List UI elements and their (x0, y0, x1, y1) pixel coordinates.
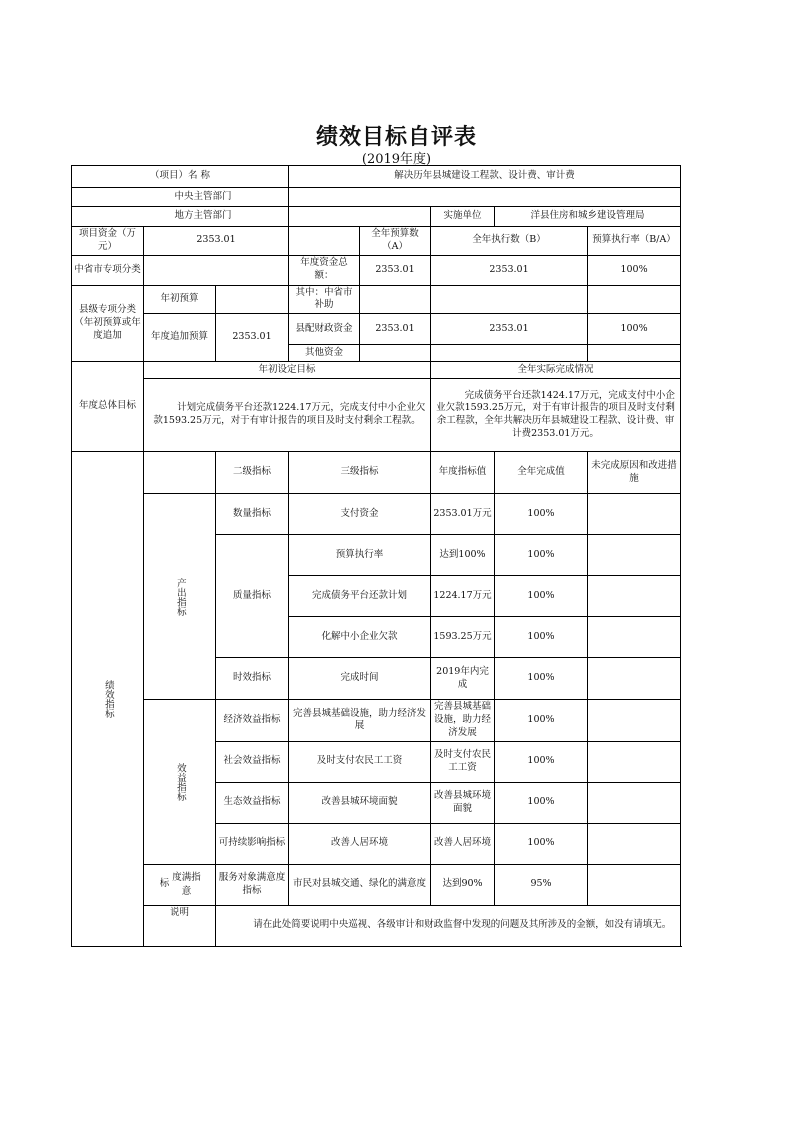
of-which-rate (588, 285, 681, 314)
level3-header: 三级指标 (289, 452, 431, 494)
indicator-level3: 完成时间 (289, 658, 431, 700)
county-fund-exec: 2353.01 (431, 314, 588, 345)
indicator-level3: 化解中小企业欠款 (289, 617, 431, 658)
full-year-exec-label: 全年执行数（B） (431, 227, 588, 256)
indicator-value: 1224.17万元 (431, 576, 495, 617)
exec-rate-label: 预算执行率（B/A） (588, 227, 681, 256)
other-fund-rate (588, 345, 681, 362)
indicator-level3: 支付资金 (289, 494, 431, 535)
indicator-level3: 及时支付农民工工资 (289, 741, 431, 782)
annual-add-value: 2353.01 (216, 314, 289, 362)
indicator-value: 2019年内完成 (431, 658, 495, 700)
project-name-value: 解决历年县城建设工程款、设计费、审计费 (289, 166, 681, 188)
central-special-label: 中省市专项分类 (72, 255, 144, 285)
indicator-level3: 预算执行率 (289, 535, 431, 576)
initial-budget-value (216, 285, 289, 314)
indicator-done: 100% (495, 658, 588, 700)
indicator-value: 达到100% (431, 535, 495, 576)
annual-value-header: 年度指标值 (431, 452, 495, 494)
indicator-done: 100% (495, 782, 588, 823)
level1-header-blank (144, 452, 216, 494)
other-fund-label: 其他资金 (289, 345, 360, 362)
other-fund-exec (431, 345, 588, 362)
of-which-label: 其中：中省市补助 (289, 285, 360, 314)
other-fund-budget (360, 345, 431, 362)
perf-indicator-label: 绩效指标 (72, 452, 144, 946)
indicator-done: 100% (495, 535, 588, 576)
central-special-value (144, 255, 289, 285)
indicator-value: 改善人居环境 (431, 823, 495, 864)
indicator-level2: 社会效益指标 (216, 741, 289, 782)
indicator-level3: 完善县城基础设施，助力经济发展 (289, 700, 431, 741)
indicator-done: 100% (495, 823, 588, 864)
indicator-level2: 时效指标 (216, 658, 289, 700)
indicator-done: 100% (495, 741, 588, 782)
local-dept-value (289, 207, 431, 227)
indicator-reason (588, 658, 681, 700)
satisfaction-label (144, 864, 216, 905)
annual-add-label: 年度追加预算 (144, 314, 216, 362)
indicator-level2: 经济效益指标 (216, 700, 289, 741)
funds-value: 2353.01 (144, 227, 289, 256)
initial-goal-text: 计划完成债务平台还款1224.17万元，完成支付中小企业欠款1593.25万元，对于有审计报告的项目及时支付剩余工程款。 (144, 379, 431, 452)
benefit-label: 效益指标 (144, 700, 216, 864)
impl-unit-value: 洋县住房和城乡建设管理局 (495, 207, 681, 227)
indicator-reason (588, 864, 681, 905)
indicator-reason (588, 617, 681, 658)
annual-total-label: 年度资金总额： (289, 255, 360, 285)
indicator-level3: 改善人居环境 (289, 823, 431, 864)
annual-total-value: 2353.01 (360, 255, 431, 285)
indicator-value: 改善县城环境面貌 (431, 782, 495, 823)
impl-unit-label: 实施单位 (431, 207, 495, 227)
note-label: 说明 (144, 905, 216, 946)
indicator-done: 100% (495, 700, 588, 741)
indicator-level2: 生态效益指标 (216, 782, 289, 823)
indicator-value: 及时支付农民工工资 (431, 741, 495, 782)
project-name-label: （项目）名 称 (72, 166, 289, 188)
county-special-label: 县级专项分类（年初预算或年度追加 (72, 285, 144, 362)
initial-goal-header: 年初设定目标 (144, 362, 431, 379)
actual-text: 完成债务平台还款1424.17万元，完成支付中小企业欠款1593.25万元，对于有审计报告的项目及时支付剩余工程款，全年共解决历年县城建设工程款、设计费、审计费2353.01万元。 (431, 379, 681, 452)
indicator-value: 2353.01万元 (431, 494, 495, 535)
of-which-budget (360, 285, 431, 314)
funds-blank (289, 227, 360, 256)
indicator-reason (588, 782, 681, 823)
indicator-level2: 质量指标 (216, 535, 289, 658)
indicator-reason (588, 741, 681, 782)
full-year-budget-label: 全年预算数（A） (360, 227, 431, 256)
satisfaction-label-b: 度满指意 (172, 872, 201, 897)
central-dept-value (289, 188, 681, 207)
actual-header: 全年实际完成情况 (431, 362, 681, 379)
of-which-exec (431, 285, 588, 314)
indicator-reason (588, 576, 681, 617)
indicator-done: 95% (495, 864, 588, 905)
indicator-level3: 市民对县城交通、绿化的满意度 (289, 864, 431, 905)
indicator-reason (588, 700, 681, 741)
funds-label: 项目资金（万元） (72, 227, 144, 256)
output-label: 产出指标 (144, 494, 216, 700)
indicator-value: 完善县城基础设施，助力经济发展 (431, 700, 495, 741)
initial-budget-label: 年初预算 (144, 285, 216, 314)
note-text: 请在此处简要说明中央巡视、各级审计和财政监督中发现的问题及其所涉及的金额，如没有请填无。 (216, 905, 681, 946)
indicator-reason (588, 535, 681, 576)
annual-rate-value: 100% (588, 255, 681, 285)
unfinished-header: 未完成原因和改进措施 (588, 452, 681, 494)
overall-goal-label: 年度总体目标 (72, 362, 144, 452)
indicator-done: 100% (495, 494, 588, 535)
indicator-level2: 数量指标 (216, 494, 289, 535)
self-evaluation-table (71, 165, 681, 947)
indicator-level3: 完成债务平台还款计划 (289, 576, 431, 617)
indicator-reason (588, 823, 681, 864)
indicator-done: 100% (495, 617, 588, 658)
satisfaction-label-a: 标 (159, 878, 170, 890)
indicator-level2: 服务对象满意度指标 (216, 864, 289, 905)
annual-exec-value: 2353.01 (431, 255, 588, 285)
completion-header: 全年完成值 (495, 452, 588, 494)
level2-header: 二级指标 (216, 452, 289, 494)
page-subtitle: (2019年度) (361, 152, 432, 167)
indicator-value: 达到90% (431, 864, 495, 905)
indicator-level2: 可持续影响指标 (216, 823, 289, 864)
indicator-reason (588, 494, 681, 535)
indicator-value: 1593.25万元 (431, 617, 495, 658)
county-fund-budget: 2353.01 (360, 314, 431, 345)
county-fund-label: 县配财政资金 (289, 314, 360, 345)
indicator-level3: 改善县城环境面貌 (289, 782, 431, 823)
county-fund-rate: 100% (588, 314, 681, 345)
central-dept-label: 中央主管部门 (72, 188, 289, 207)
local-dept-label: 地方主管部门 (72, 207, 289, 227)
page-title: 绩效目标自评表 (315, 124, 477, 150)
indicator-done: 100% (495, 576, 588, 617)
